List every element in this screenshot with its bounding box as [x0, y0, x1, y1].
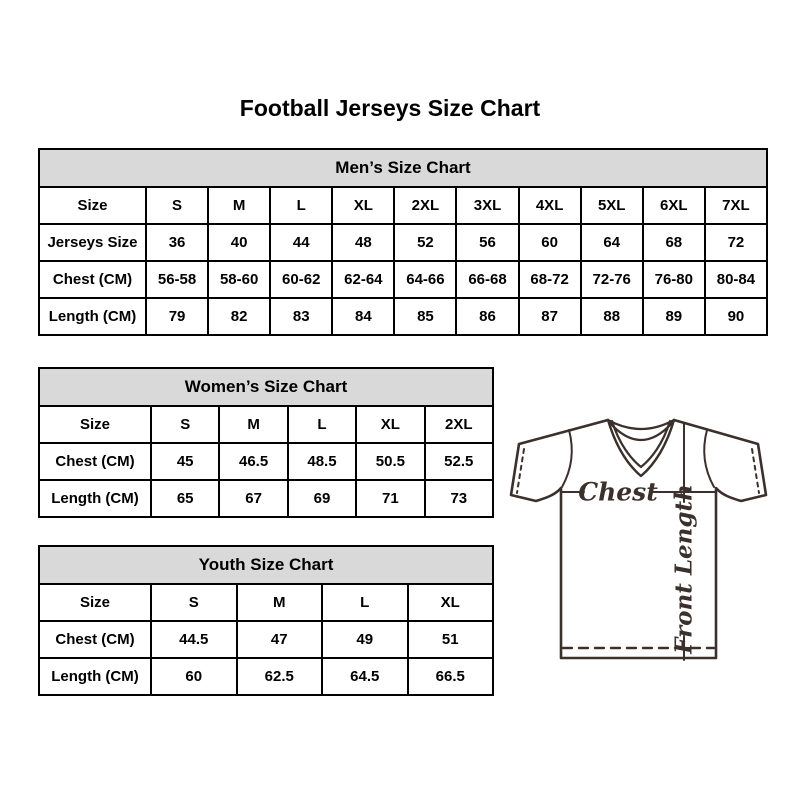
table-row — [39, 621, 493, 658]
value-cell: 52.5 — [425, 443, 493, 480]
value-cell: XL — [408, 584, 494, 621]
value-cell: 88 — [581, 298, 643, 335]
value-cell: 72 — [705, 224, 767, 261]
mens-table-body — [39, 187, 767, 335]
value-cell: 66-68 — [456, 261, 518, 298]
value-cell: 36 — [146, 224, 208, 261]
collar-back-arc-icon — [608, 420, 674, 429]
value-cell: 2XL — [394, 187, 456, 224]
value-cell: 87 — [519, 298, 581, 335]
value-cell: 2XL — [425, 406, 493, 443]
value-cell: 64-66 — [394, 261, 456, 298]
row-label-cell: Chest (CM) — [39, 261, 146, 298]
table-row — [39, 298, 767, 335]
value-cell: L — [270, 187, 332, 224]
value-cell: 6XL — [643, 187, 705, 224]
mens-size-table — [38, 148, 768, 336]
value-cell: XL — [356, 406, 424, 443]
value-cell: 52 — [394, 224, 456, 261]
value-cell: 62-64 — [332, 261, 394, 298]
value-cell: 71 — [356, 480, 424, 517]
value-cell: 60-62 — [270, 261, 332, 298]
value-cell: 50.5 — [356, 443, 424, 480]
value-cell: 60 — [519, 224, 581, 261]
row-label-cell: Length (CM) — [39, 658, 151, 695]
value-cell: 4XL — [519, 187, 581, 224]
front-length-label: Front Length — [670, 484, 698, 654]
value-cell: 76-80 — [643, 261, 705, 298]
value-cell: 85 — [394, 298, 456, 335]
youth-size-table — [38, 545, 494, 696]
value-cell: 51 — [408, 621, 494, 658]
right-sleeve-seam-icon — [704, 430, 714, 487]
mens-table-title: Men’s Size Chart — [39, 149, 767, 187]
value-cell: 62.5 — [237, 658, 323, 695]
value-cell: 90 — [705, 298, 767, 335]
table-row — [39, 443, 493, 480]
value-cell: 60 — [151, 658, 237, 695]
row-label-cell: Size — [39, 187, 146, 224]
value-cell: XL — [332, 187, 394, 224]
value-cell: 72-76 — [581, 261, 643, 298]
value-cell: 44 — [270, 224, 332, 261]
value-cell: 83 — [270, 298, 332, 335]
table-row — [39, 584, 493, 621]
value-cell: 73 — [425, 480, 493, 517]
value-cell: 5XL — [581, 187, 643, 224]
value-cell: 69 — [288, 480, 356, 517]
value-cell: 48 — [332, 224, 394, 261]
value-cell: 80-84 — [705, 261, 767, 298]
value-cell: 68 — [643, 224, 705, 261]
value-cell: 58-60 — [208, 261, 270, 298]
value-cell: 82 — [208, 298, 270, 335]
womens-size-table — [38, 367, 494, 518]
table-title-row — [39, 368, 493, 406]
table-row — [39, 224, 767, 261]
row-label-cell: Size — [39, 584, 151, 621]
right-cuff-stitch-icon — [752, 449, 759, 493]
value-cell: 84 — [332, 298, 394, 335]
value-cell: 86 — [456, 298, 518, 335]
value-cell: 49 — [322, 621, 408, 658]
value-cell: 79 — [146, 298, 208, 335]
value-cell: 47 — [237, 621, 323, 658]
value-cell: 44.5 — [151, 621, 237, 658]
value-cell: S — [151, 584, 237, 621]
left-sleeve-seam-icon — [562, 430, 572, 487]
value-cell: 67 — [219, 480, 287, 517]
youth-table-title: Youth Size Chart — [39, 546, 493, 584]
table-row — [39, 187, 767, 224]
row-label-cell: Length (CM) — [39, 480, 151, 517]
value-cell: 65 — [151, 480, 219, 517]
value-cell: 48.5 — [288, 443, 356, 480]
value-cell: S — [146, 187, 208, 224]
value-cell: 7XL — [705, 187, 767, 224]
value-cell: 45 — [151, 443, 219, 480]
table-title-row — [39, 149, 767, 187]
row-label-cell: Chest (CM) — [39, 443, 151, 480]
row-label-cell: Chest (CM) — [39, 621, 151, 658]
value-cell: M — [208, 187, 270, 224]
value-cell: 89 — [643, 298, 705, 335]
table-row — [39, 658, 493, 695]
table-row — [39, 261, 767, 298]
value-cell: M — [237, 584, 323, 621]
value-cell: 3XL — [456, 187, 518, 224]
value-cell: L — [288, 406, 356, 443]
value-cell: 56-58 — [146, 261, 208, 298]
value-cell: 66.5 — [408, 658, 494, 695]
table-row — [39, 406, 493, 443]
row-label-cell: Size — [39, 406, 151, 443]
youth-table-body — [39, 584, 493, 695]
value-cell: S — [151, 406, 219, 443]
jersey-outline-icon — [511, 420, 766, 658]
value-cell: 64.5 — [322, 658, 408, 695]
value-cell: 56 — [456, 224, 518, 261]
value-cell: 64 — [581, 224, 643, 261]
value-cell: L — [322, 584, 408, 621]
row-label-cell: Length (CM) — [39, 298, 146, 335]
womens-table-title: Women’s Size Chart — [39, 368, 493, 406]
jersey-measurement-diagram — [505, 400, 773, 678]
value-cell: 46.5 — [219, 443, 287, 480]
chest-label: Chest — [578, 477, 658, 507]
row-label-cell: Jerseys Size — [39, 224, 146, 261]
table-row — [39, 480, 493, 517]
table-title-row — [39, 546, 493, 584]
page-title: Football Jerseys Size Chart — [239, 95, 541, 121]
value-cell: M — [219, 406, 287, 443]
value-cell: 68-72 — [519, 261, 581, 298]
womens-table-body — [39, 406, 493, 517]
value-cell: 40 — [208, 224, 270, 261]
